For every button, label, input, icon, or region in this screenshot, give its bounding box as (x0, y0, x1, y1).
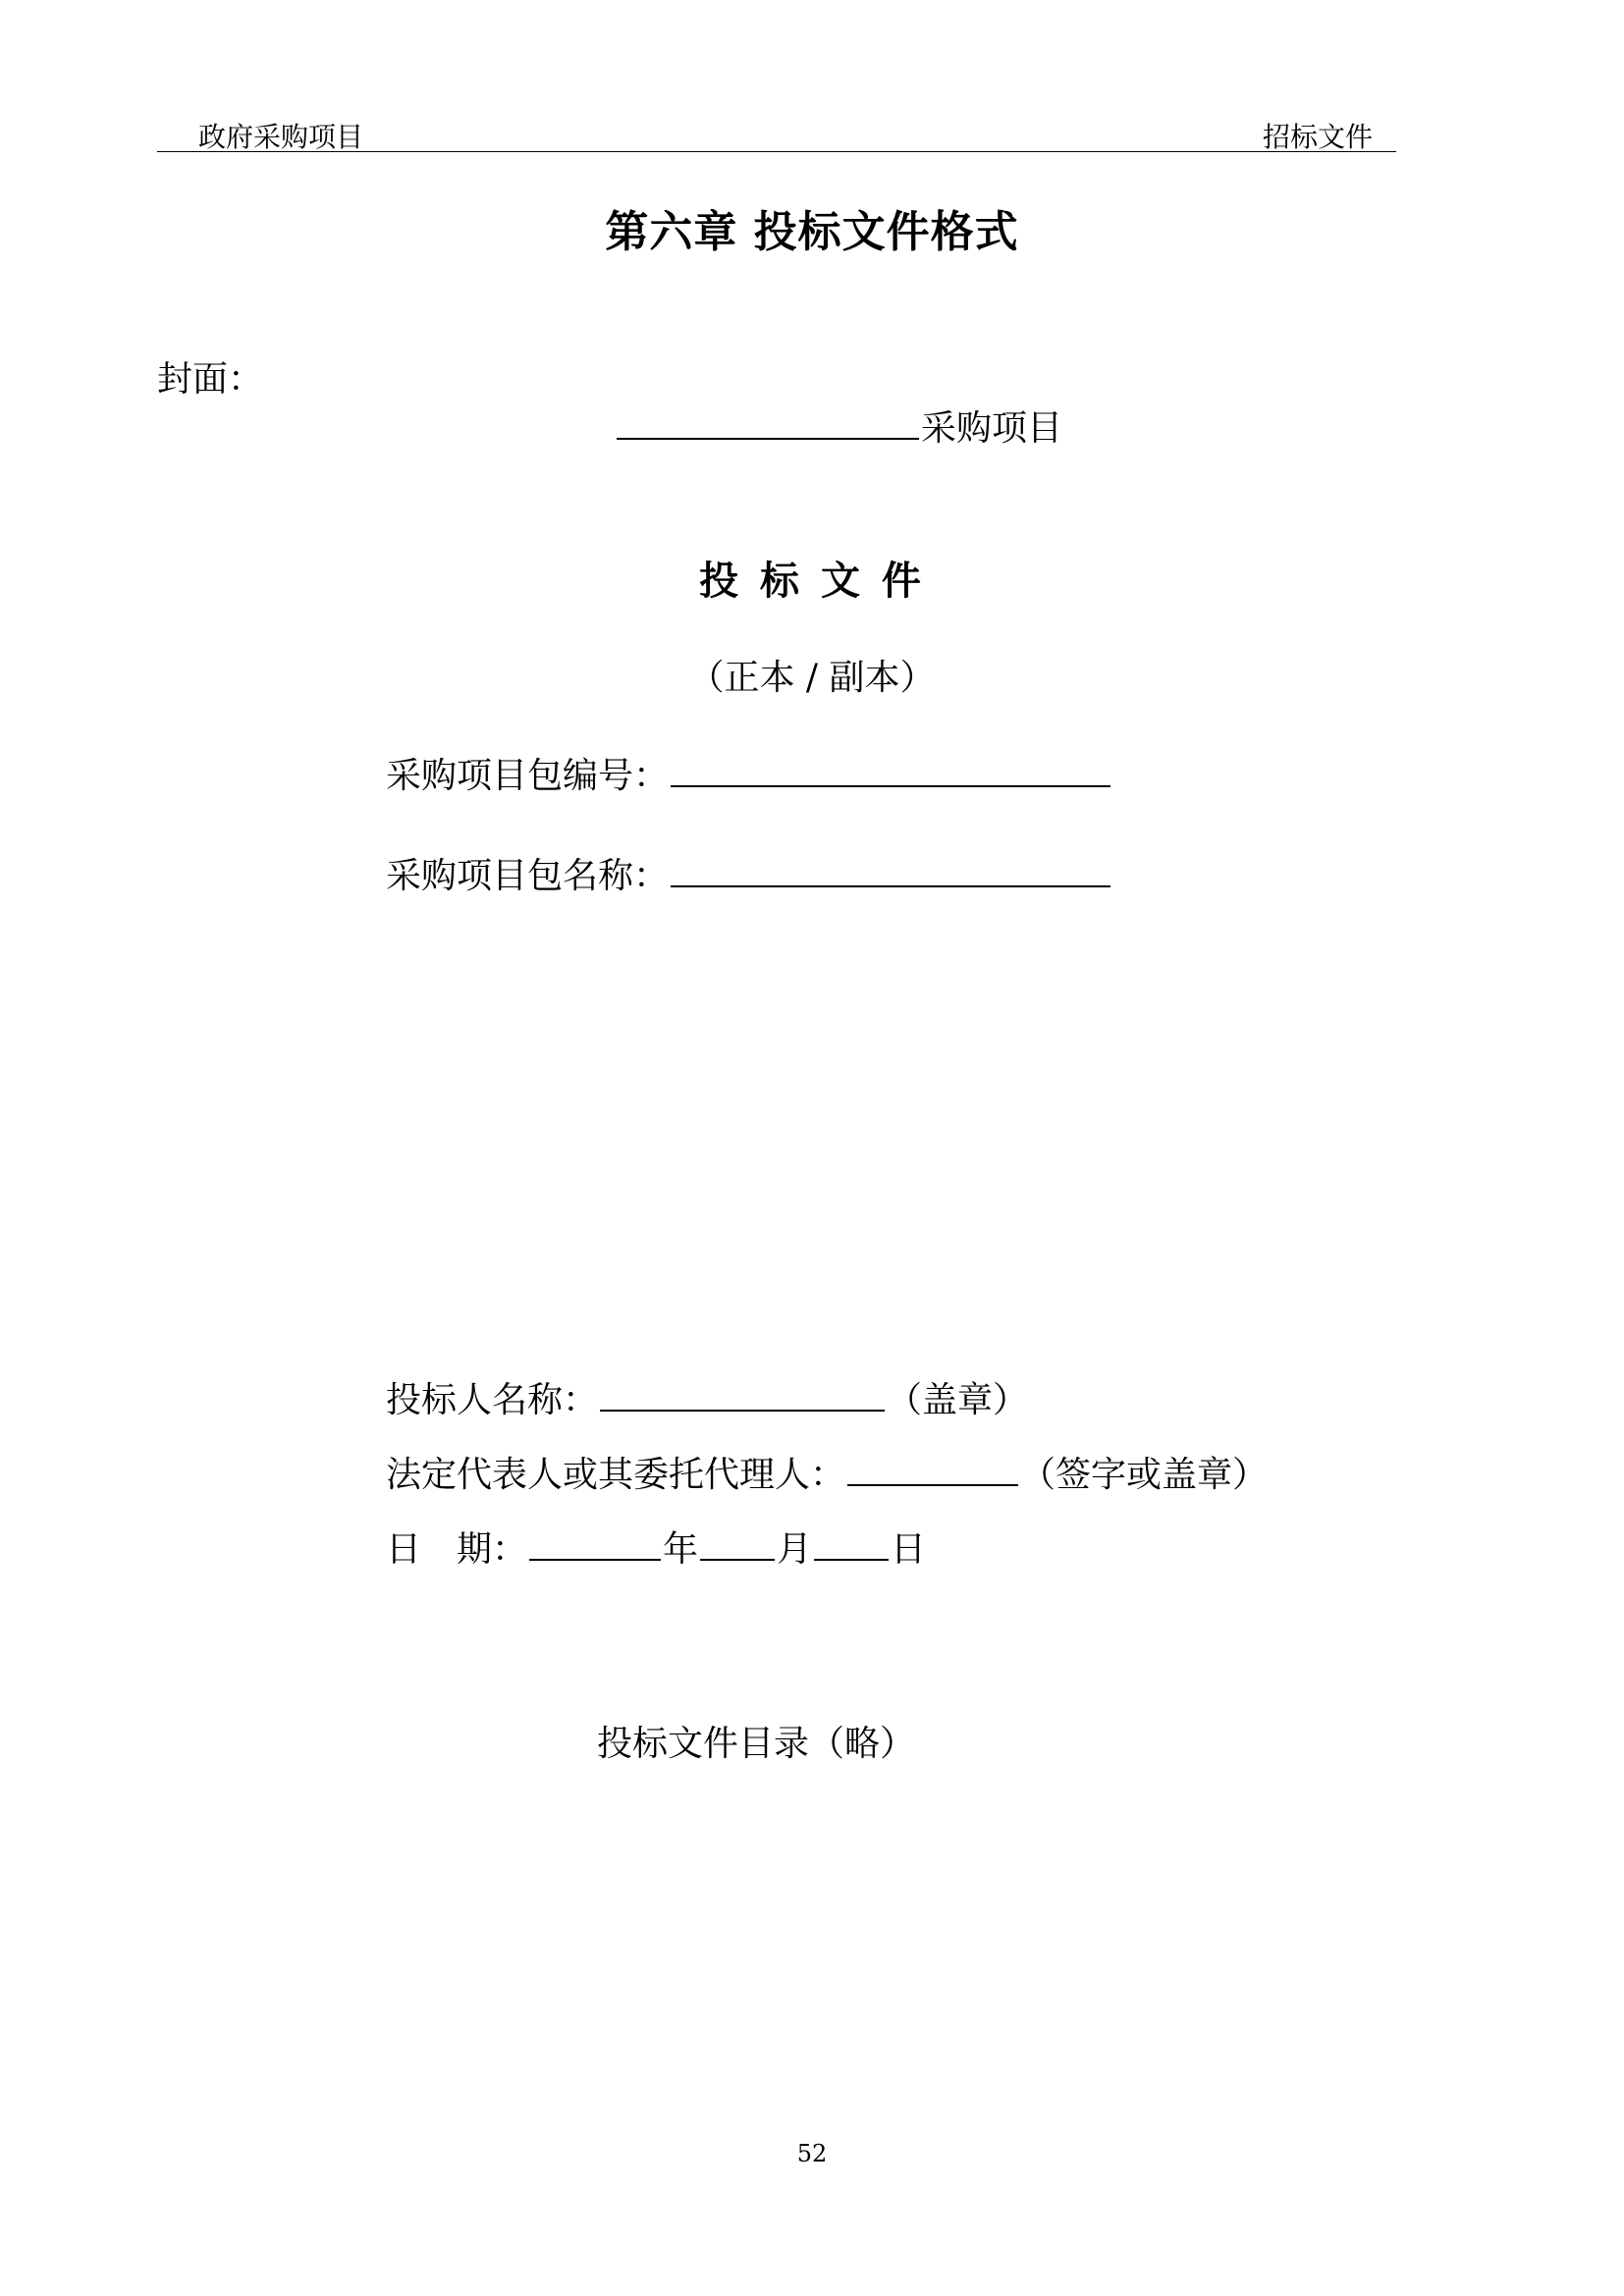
package-number-label: 采购项目包编号： (386, 756, 670, 796)
header-rule (157, 151, 1396, 152)
year-blank[interactable] (529, 1559, 661, 1561)
cover-label: 封面： (157, 359, 264, 400)
package-name-blank[interactable] (671, 885, 1110, 887)
package-number-row (386, 748, 1112, 798)
date-row (386, 1522, 926, 1572)
bidder-name-label: 投标人名称： (386, 1380, 599, 1420)
day-label: 日 (891, 1529, 927, 1570)
month-label: 月 (777, 1529, 813, 1570)
page-number: 52 (796, 2140, 828, 2167)
doc-title: 投 标 文 件 (699, 558, 925, 604)
toc-note: 投标文件目录（略） (597, 1724, 916, 1764)
project-name-blank[interactable] (617, 438, 919, 440)
representative-label: 法定代表人或其委托代理人： (386, 1455, 846, 1495)
chapter-title: 第六章 投标文件格式 (605, 207, 1019, 257)
bidder-name-note: （盖章） (887, 1380, 1029, 1420)
representative-row (386, 1447, 1268, 1497)
package-name-row (386, 848, 1112, 898)
header-left: 政府采购项目 (198, 121, 364, 153)
date-label: 日 期： (386, 1529, 528, 1570)
representative-blank[interactable] (847, 1484, 1018, 1486)
month-blank[interactable] (700, 1559, 775, 1561)
bidder-name-row (386, 1372, 1028, 1422)
day-blank[interactable] (814, 1559, 889, 1561)
package-name-label: 采购项目包名称： (386, 856, 670, 896)
year-label: 年 (663, 1529, 699, 1570)
header-right: 招标文件 (1263, 121, 1374, 153)
bidder-name-blank[interactable] (600, 1410, 885, 1412)
project-suffix: 采购项目 (921, 408, 1063, 449)
project-name-line (615, 400, 1062, 451)
copy-type: （正本 / 副本） (688, 658, 936, 698)
representative-note: （签字或盖章） (1020, 1455, 1269, 1495)
package-number-blank[interactable] (671, 785, 1110, 787)
